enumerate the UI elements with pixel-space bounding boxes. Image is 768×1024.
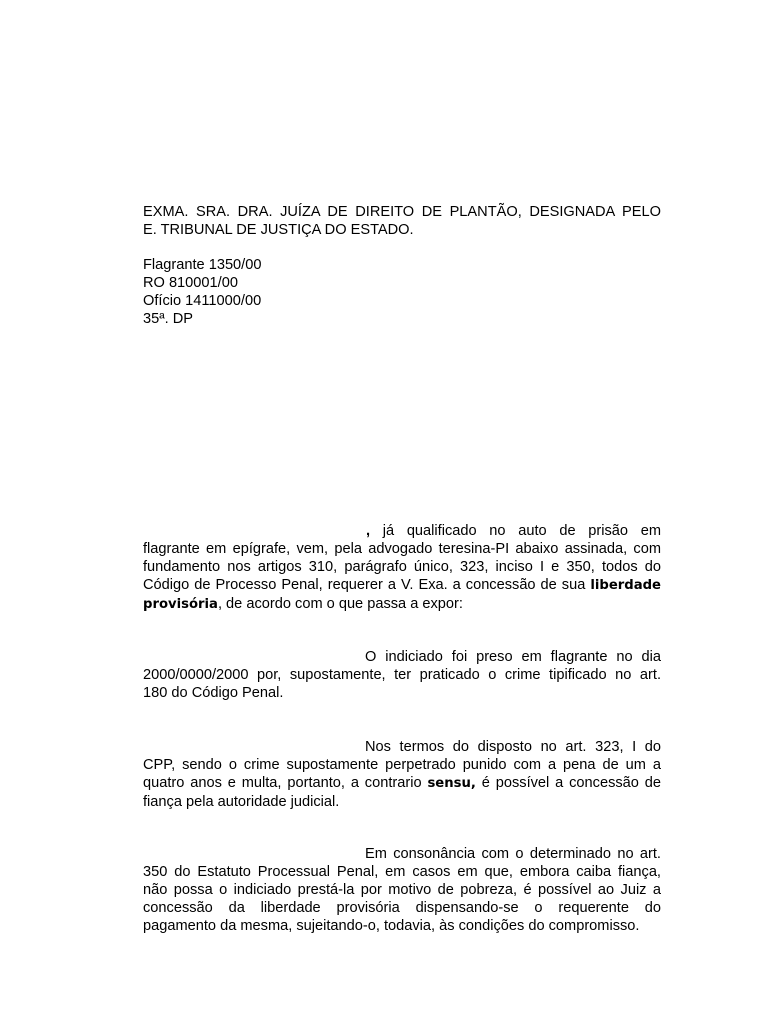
arrest-line-1: O indiciado foi preso em flagrante no dia	[365, 649, 661, 665]
addressee-header	[143, 203, 661, 239]
bail-line-3: quatro anos e multa, portanto, a contrario sensu, é possível a concessão de	[143, 775, 661, 791]
paragraph-arrest	[143, 648, 661, 702]
petition-line-4: Código de Processo Penal, requerer a V. Exa. a concessão de sua liberdade	[143, 577, 661, 593]
arrest-line-2: 2000/0000/2000 por, supostamente, ter praticado o crime tipificado no art.	[143, 667, 661, 683]
petition-line-3: fundamento nos artigos 310, parágrafo único, 323, inciso I e 350, todos do	[143, 559, 661, 575]
ref-ro: RO 810001/00	[143, 275, 238, 291]
addressee-line-2: E. TRIBUNAL DE JUSTIÇA DO ESTADO.	[143, 222, 414, 238]
ref-flagrante: Flagrante 1350/00	[143, 257, 262, 273]
case-references	[143, 256, 661, 328]
arrest-line-3: 180 do Código Penal.	[143, 685, 284, 701]
bail-line-2: CPP, sendo o crime supostamente perpetrado punido com a pena de um a	[143, 757, 661, 773]
paragraph-bail	[143, 738, 661, 811]
exemption-line-2: 350 do Estatuto Processual Penal, em casos em que, embora caiba fiança,	[143, 864, 661, 880]
paragraph-exemption	[143, 845, 661, 935]
petition-line-2: flagrante em epígrafe, vem, pela advogado teresina-PI abaixo assinada, com	[143, 541, 661, 557]
exemption-line-3: não possa o indiciado prestá-la por motivo de pobreza, é possível ao Juiz a	[143, 882, 661, 898]
paragraph-petition	[143, 522, 661, 614]
petition-line-1: , já qualificado no auto de prisão em	[366, 523, 661, 539]
bail-line-4: fiança pela autoridade judicial.	[143, 794, 340, 810]
addressee-line-1: EXMA. SRA. DRA. JUÍZA DE DIREITO DE PLANTÃO, DESIGNADA PELO	[143, 204, 661, 220]
exemption-line-5: pagamento da mesma, sujeitando-o, todavia, às condições do compromisso.	[143, 918, 640, 934]
petition-line-5: provisória, de acordo com o que passa a expor:	[143, 596, 463, 612]
bail-line-1: Nos termos do disposto no art. 323, I do	[365, 739, 661, 755]
ref-dp: 35ª. DP	[143, 311, 194, 327]
exemption-line-4: concessão da liberdade provisória dispensando-se o requerente do	[143, 900, 661, 916]
ref-oficio: Ofício 1411000/00	[143, 293, 262, 309]
exemption-line-1: Em consonância com o determinado no art.	[365, 846, 661, 862]
